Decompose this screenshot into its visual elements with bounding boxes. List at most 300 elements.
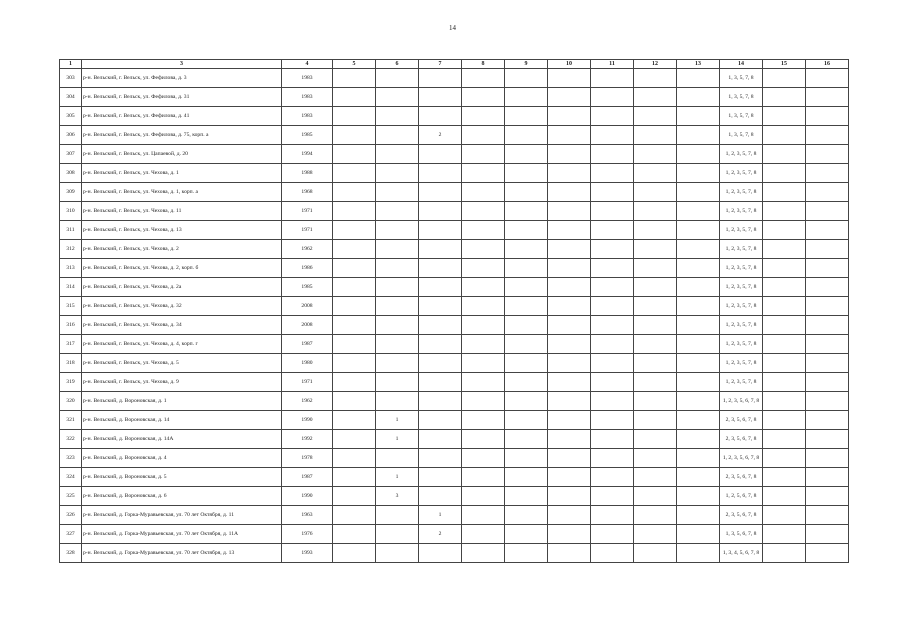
table-cell xyxy=(677,297,720,316)
table-row xyxy=(60,126,849,145)
table-cell: 2, 3, 5, 6, 7, 8 xyxy=(720,411,763,430)
table-cell: 2008 xyxy=(282,297,333,316)
column-header: 8 xyxy=(462,60,505,69)
table-cell xyxy=(763,202,806,221)
table-cell: р-н. Вельский, д. Горка-Муравьевская, ул. 70 лет Октября, д. 13 xyxy=(82,544,282,563)
column-header: 6 xyxy=(376,60,419,69)
table-cell xyxy=(677,373,720,392)
table-cell xyxy=(634,430,677,449)
table-cell xyxy=(591,259,634,278)
table-cell xyxy=(419,221,462,240)
table-cell xyxy=(634,525,677,544)
table-cell xyxy=(462,354,505,373)
table-cell xyxy=(505,183,548,202)
table-cell: 1987 xyxy=(282,335,333,354)
table-cell xyxy=(806,544,849,563)
table-cell xyxy=(591,392,634,411)
table-cell: 1, 2, 3, 5, 7, 8 xyxy=(720,297,763,316)
table-cell xyxy=(677,316,720,335)
table-cell xyxy=(376,278,419,297)
table-cell xyxy=(505,354,548,373)
table-row xyxy=(60,297,849,316)
table-row xyxy=(60,202,849,221)
table-cell xyxy=(677,506,720,525)
table-row xyxy=(60,487,849,506)
table-cell xyxy=(419,544,462,563)
table-cell xyxy=(634,164,677,183)
table-cell xyxy=(634,297,677,316)
table-cell xyxy=(634,335,677,354)
table-cell xyxy=(634,373,677,392)
table-cell: р-н. Вельский, г. Вельск, ул. Фефилова, д. 31 xyxy=(82,88,282,107)
table-cell xyxy=(763,278,806,297)
table-cell xyxy=(462,202,505,221)
table-cell: 1962 xyxy=(282,240,333,259)
table-cell xyxy=(806,335,849,354)
table-cell xyxy=(763,430,806,449)
table-cell xyxy=(548,354,591,373)
table-cell xyxy=(505,278,548,297)
table-cell xyxy=(548,487,591,506)
table-cell: 310 xyxy=(60,202,82,221)
table-cell xyxy=(505,449,548,468)
table-cell xyxy=(419,278,462,297)
table-cell xyxy=(333,69,376,88)
table-cell xyxy=(419,373,462,392)
table-cell xyxy=(462,373,505,392)
table-cell xyxy=(763,69,806,88)
table-header-row xyxy=(60,60,849,69)
table-cell xyxy=(505,145,548,164)
table-cell: 1985 xyxy=(282,126,333,145)
table-row xyxy=(60,221,849,240)
table-cell: 1993 xyxy=(282,544,333,563)
table-cell xyxy=(333,487,376,506)
table-cell xyxy=(591,506,634,525)
table-row xyxy=(60,468,849,487)
table-cell: 320 xyxy=(60,392,82,411)
table-cell xyxy=(505,506,548,525)
table-cell: р-н. Вельский, г. Вельск, ул. Чехова, д. 13 xyxy=(82,221,282,240)
table-cell xyxy=(591,468,634,487)
table-row xyxy=(60,278,849,297)
table-cell xyxy=(548,449,591,468)
table-cell: 1, 2, 3, 5, 7, 8 xyxy=(720,240,763,259)
column-header: 7 xyxy=(419,60,462,69)
table-cell xyxy=(419,259,462,278)
table-cell xyxy=(634,487,677,506)
table-cell xyxy=(591,107,634,126)
table-cell: 1 xyxy=(376,468,419,487)
table-cell: 1978 xyxy=(282,449,333,468)
column-header: 4 xyxy=(282,60,333,69)
table-cell xyxy=(462,411,505,430)
table-cell xyxy=(591,430,634,449)
table-cell xyxy=(333,164,376,183)
table-cell xyxy=(677,126,720,145)
table-cell: 2 xyxy=(419,525,462,544)
table-cell xyxy=(505,221,548,240)
table-cell xyxy=(333,145,376,164)
table-cell xyxy=(376,335,419,354)
table-cell xyxy=(591,449,634,468)
table-cell: р-н. Вельский, г. Вельск, ул. Чехова, д. 2а xyxy=(82,278,282,297)
table-cell xyxy=(591,411,634,430)
table-cell xyxy=(677,183,720,202)
table-cell xyxy=(462,297,505,316)
table-cell xyxy=(462,430,505,449)
column-header: 12 xyxy=(634,60,677,69)
table-cell: 1986 xyxy=(282,259,333,278)
table-cell xyxy=(333,449,376,468)
table-cell: 308 xyxy=(60,164,82,183)
table-cell: 318 xyxy=(60,354,82,373)
table-cell: р-н. Вельский, г. Вельск, ул. Чехова, д. 2 xyxy=(82,240,282,259)
table-cell xyxy=(419,411,462,430)
table-cell xyxy=(634,202,677,221)
table-cell: р-н. Вельский, д. Вороновская, д. 6 xyxy=(82,487,282,506)
table-cell xyxy=(763,449,806,468)
table-cell xyxy=(806,69,849,88)
table-cell xyxy=(634,411,677,430)
table-cell xyxy=(634,449,677,468)
table-cell xyxy=(376,202,419,221)
table-cell xyxy=(763,411,806,430)
table-cell xyxy=(806,430,849,449)
table-cell xyxy=(419,69,462,88)
table-cell xyxy=(634,221,677,240)
column-header: 16 xyxy=(806,60,849,69)
table-cell xyxy=(634,240,677,259)
table-cell: 314 xyxy=(60,278,82,297)
table-cell xyxy=(677,88,720,107)
table-cell: 327 xyxy=(60,525,82,544)
table-cell xyxy=(763,240,806,259)
table-cell xyxy=(505,69,548,88)
table-cell: р-н. Вельский, д. Вороновская, д. 14 xyxy=(82,411,282,430)
column-header: 11 xyxy=(591,60,634,69)
table-cell xyxy=(763,259,806,278)
table-cell xyxy=(376,126,419,145)
table-cell xyxy=(462,145,505,164)
table-cell xyxy=(591,354,634,373)
table-cell xyxy=(333,202,376,221)
table-cell xyxy=(677,525,720,544)
table-cell: 326 xyxy=(60,506,82,525)
table-cell xyxy=(763,145,806,164)
table-cell xyxy=(591,278,634,297)
table-cell xyxy=(548,392,591,411)
table-cell xyxy=(462,544,505,563)
table-row xyxy=(60,259,849,278)
table-cell xyxy=(548,544,591,563)
table-cell xyxy=(591,525,634,544)
table-cell: 1, 2, 3, 5, 7, 8 xyxy=(720,316,763,335)
table-cell: 1, 2, 3, 5, 7, 8 xyxy=(720,373,763,392)
table-cell xyxy=(591,69,634,88)
table-cell xyxy=(505,544,548,563)
table-cell: 1, 3, 5, 7, 8 xyxy=(720,88,763,107)
table-cell: 306 xyxy=(60,126,82,145)
table-cell xyxy=(677,430,720,449)
table-cell xyxy=(548,202,591,221)
table-cell xyxy=(505,468,548,487)
table-cell: 312 xyxy=(60,240,82,259)
table-cell xyxy=(634,107,677,126)
table-cell xyxy=(548,525,591,544)
table-cell xyxy=(763,487,806,506)
table-cell xyxy=(376,107,419,126)
table-cell xyxy=(591,316,634,335)
table-cell: 1971 xyxy=(282,202,333,221)
table-cell: 1976 xyxy=(282,525,333,544)
table-cell xyxy=(548,316,591,335)
table-cell xyxy=(462,468,505,487)
table-cell xyxy=(333,278,376,297)
table-cell xyxy=(806,316,849,335)
table-cell xyxy=(333,259,376,278)
table-cell xyxy=(763,525,806,544)
table-cell xyxy=(806,278,849,297)
table-cell xyxy=(419,183,462,202)
table-cell xyxy=(462,164,505,183)
table-cell: 2, 3, 5, 6, 7, 8 xyxy=(720,468,763,487)
table-cell xyxy=(376,183,419,202)
table-row xyxy=(60,392,849,411)
table-cell: р-н. Вельский, д. Горка-Муравьевская, ул. 70 лет Октября, д. 11А xyxy=(82,525,282,544)
table-cell: 1, 3, 5, 7, 8 xyxy=(720,69,763,88)
table-cell: 305 xyxy=(60,107,82,126)
table-cell xyxy=(548,240,591,259)
table-cell xyxy=(763,506,806,525)
column-header: 3 xyxy=(82,60,282,69)
table-cell: р-н. Вельский, г. Вельск, ул. Фефилова, д. 75, корп. а xyxy=(82,126,282,145)
table-cell xyxy=(419,145,462,164)
table-cell: 1, 3, 5, 7, 8 xyxy=(720,107,763,126)
table-cell xyxy=(333,88,376,107)
table-cell: р-н. Вельский, г. Вельск, ул. Фефилова, д. 41 xyxy=(82,107,282,126)
column-header: 15 xyxy=(763,60,806,69)
table-cell: 311 xyxy=(60,221,82,240)
table-cell xyxy=(333,373,376,392)
column-header: 5 xyxy=(333,60,376,69)
table-cell xyxy=(548,221,591,240)
table-cell: 1962 xyxy=(282,392,333,411)
table-cell xyxy=(462,316,505,335)
table-cell: 1, 2, 3, 5, 7, 8 xyxy=(720,183,763,202)
table-cell: р-н. Вельский, д. Горка-Муравьевская, ул. 70 лет Октября, д. 11 xyxy=(82,506,282,525)
table-cell xyxy=(419,316,462,335)
table-cell xyxy=(806,240,849,259)
table-cell xyxy=(419,297,462,316)
table-cell xyxy=(806,297,849,316)
table-cell xyxy=(462,525,505,544)
table-cell xyxy=(763,373,806,392)
table-cell xyxy=(419,202,462,221)
table-cell: 1988 xyxy=(282,164,333,183)
table-row xyxy=(60,183,849,202)
table-cell xyxy=(548,468,591,487)
table-row xyxy=(60,544,849,563)
table-cell xyxy=(333,221,376,240)
table-cell xyxy=(419,430,462,449)
table-cell xyxy=(591,240,634,259)
table-cell xyxy=(462,183,505,202)
table-cell xyxy=(462,107,505,126)
table-cell xyxy=(505,259,548,278)
table-row xyxy=(60,354,849,373)
table-cell xyxy=(677,107,720,126)
table-cell xyxy=(677,487,720,506)
table-cell xyxy=(591,88,634,107)
column-header: 9 xyxy=(505,60,548,69)
table-cell: р-н. Вельский, г. Вельск, ул. Чехова, д. 9 xyxy=(82,373,282,392)
table-cell: 1 xyxy=(376,430,419,449)
table-cell: 1, 2, 3, 5, 6, 7, 8 xyxy=(720,392,763,411)
table-cell xyxy=(763,183,806,202)
table-cell: 317 xyxy=(60,335,82,354)
table-row xyxy=(60,316,849,335)
table-cell xyxy=(634,278,677,297)
table-cell xyxy=(505,316,548,335)
table-cell xyxy=(462,335,505,354)
table-cell xyxy=(806,449,849,468)
table-cell xyxy=(806,259,849,278)
table-cell xyxy=(548,183,591,202)
table-cell: 328 xyxy=(60,544,82,563)
table-cell xyxy=(806,411,849,430)
table-cell: р-н. Вельский, г. Вельск, ул. Фефилова, д. 3 xyxy=(82,69,282,88)
table-cell: 325 xyxy=(60,487,82,506)
table-cell: р-н. Вельский, г. Вельск, ул. Чехова, д. 1, корп. а xyxy=(82,183,282,202)
table-cell xyxy=(333,316,376,335)
table-cell: 303 xyxy=(60,69,82,88)
table-cell xyxy=(462,126,505,145)
table-cell xyxy=(505,164,548,183)
table-row xyxy=(60,335,849,354)
table-cell xyxy=(548,411,591,430)
table-cell xyxy=(419,487,462,506)
table-cell xyxy=(333,183,376,202)
table-cell xyxy=(505,297,548,316)
table-cell xyxy=(376,373,419,392)
table-cell: 307 xyxy=(60,145,82,164)
table-cell xyxy=(333,411,376,430)
table-cell xyxy=(462,88,505,107)
table-cell: р-н. Вельский, д. Вороновская, д. 4 xyxy=(82,449,282,468)
table-cell xyxy=(806,354,849,373)
table-cell xyxy=(462,69,505,88)
table-cell: 315 xyxy=(60,297,82,316)
table-cell: 1, 2, 3, 5, 7, 8 xyxy=(720,145,763,164)
table-cell xyxy=(376,525,419,544)
table-cell xyxy=(634,183,677,202)
table-cell xyxy=(548,145,591,164)
table-cell xyxy=(419,88,462,107)
table-cell xyxy=(419,449,462,468)
table-cell: 321 xyxy=(60,411,82,430)
table-cell xyxy=(376,240,419,259)
table-cell: 1983 xyxy=(282,107,333,126)
table-cell xyxy=(591,145,634,164)
table-cell xyxy=(548,506,591,525)
table-cell xyxy=(591,126,634,145)
table-cell xyxy=(677,278,720,297)
table-cell xyxy=(419,468,462,487)
table-cell: 1, 2, 3, 5, 7, 8 xyxy=(720,335,763,354)
table-cell: 1, 2, 3, 5, 7, 8 xyxy=(720,259,763,278)
table-cell xyxy=(462,278,505,297)
table-cell xyxy=(548,259,591,278)
table-row xyxy=(60,506,849,525)
table-cell xyxy=(634,544,677,563)
table-cell xyxy=(376,221,419,240)
table-cell xyxy=(505,373,548,392)
table-cell xyxy=(634,69,677,88)
registry-table xyxy=(59,59,849,563)
table-cell xyxy=(419,240,462,259)
table-cell xyxy=(763,126,806,145)
table-cell xyxy=(376,88,419,107)
table-cell xyxy=(806,487,849,506)
table-cell xyxy=(634,354,677,373)
table-cell xyxy=(505,107,548,126)
table-cell xyxy=(462,392,505,411)
table-cell: 319 xyxy=(60,373,82,392)
table-cell xyxy=(763,88,806,107)
table-cell xyxy=(763,354,806,373)
table-cell xyxy=(333,335,376,354)
table-cell xyxy=(376,164,419,183)
table-cell: 1, 3, 5, 6, 7, 8 xyxy=(720,525,763,544)
table-cell xyxy=(548,88,591,107)
table-cell xyxy=(806,392,849,411)
table-cell xyxy=(548,107,591,126)
table-cell: 2008 xyxy=(282,316,333,335)
table-cell xyxy=(333,392,376,411)
table-cell xyxy=(462,221,505,240)
table-cell: р-н. Вельский, г. Вельск, ул. Чехова, д. 11 xyxy=(82,202,282,221)
table-cell: 1, 2, 3, 5, 6, 7, 8 xyxy=(720,449,763,468)
table-cell xyxy=(419,164,462,183)
table-cell: 1, 2, 3, 5, 7, 8 xyxy=(720,354,763,373)
table-cell xyxy=(677,335,720,354)
table-cell xyxy=(806,221,849,240)
table-cell xyxy=(548,373,591,392)
table-cell xyxy=(548,164,591,183)
table-cell xyxy=(333,107,376,126)
table-body xyxy=(60,69,849,563)
table-cell xyxy=(462,449,505,468)
table-cell xyxy=(462,506,505,525)
table-cell xyxy=(677,221,720,240)
table-cell xyxy=(419,392,462,411)
table-cell xyxy=(763,468,806,487)
table-cell xyxy=(419,107,462,126)
table-cell xyxy=(548,430,591,449)
table-cell xyxy=(763,316,806,335)
table-cell: 304 xyxy=(60,88,82,107)
table-cell xyxy=(634,392,677,411)
table-cell xyxy=(505,335,548,354)
column-header: 10 xyxy=(548,60,591,69)
table-cell: 309 xyxy=(60,183,82,202)
table-cell: 1990 xyxy=(282,487,333,506)
table-cell xyxy=(548,335,591,354)
table-row xyxy=(60,164,849,183)
table-cell xyxy=(763,544,806,563)
table-cell xyxy=(806,88,849,107)
